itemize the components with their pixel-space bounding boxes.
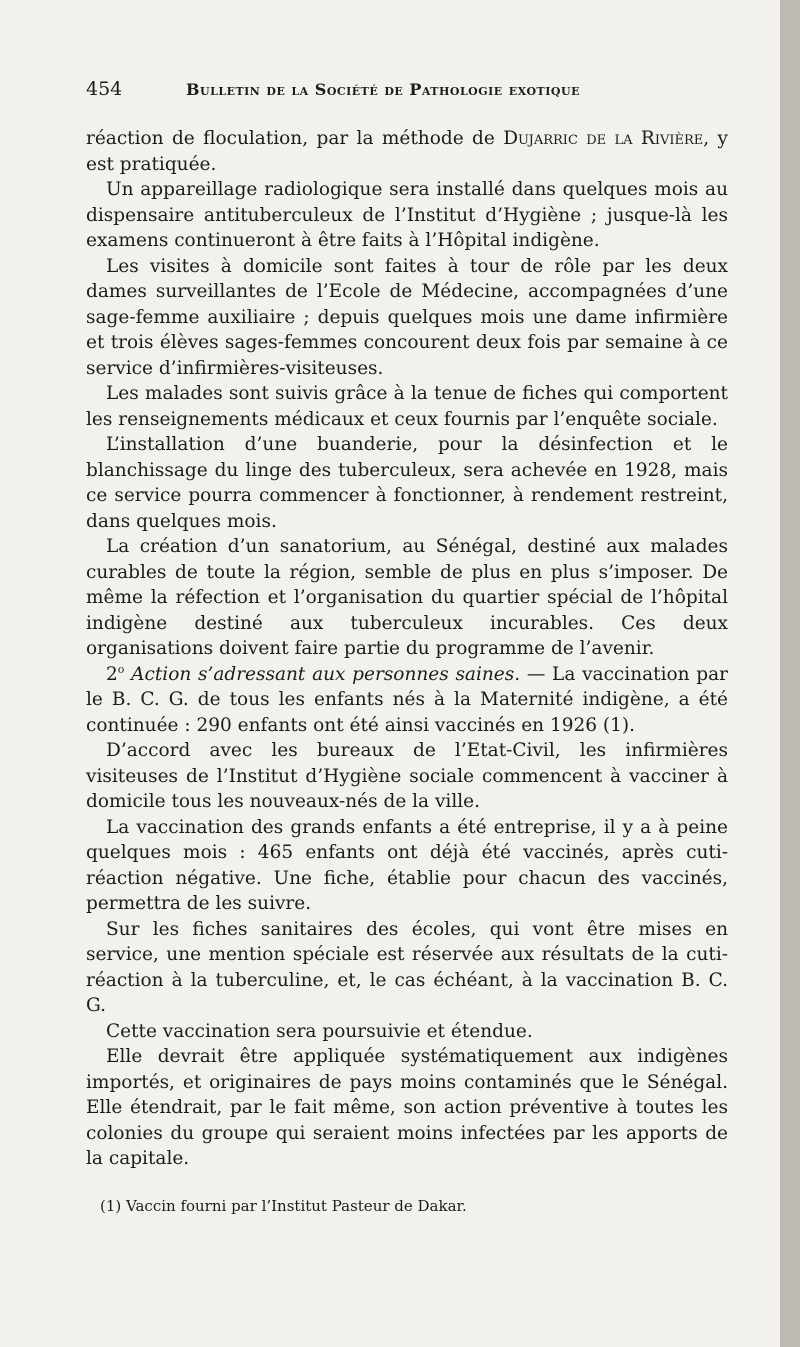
paragraph (86, 126, 728, 177)
paragraph: Cette vaccination sera poursuivie et étendue. (106, 1020, 533, 1042)
footnote: (1) Vaccin fourni par l’Institut Pasteur de Dakar. (100, 1197, 467, 1215)
paragraph: Les visites à domicile sont faites à tour de rôle par les deux dames surveillantes de l’Ecole de Médecine, accompagnées d’une sage-femme auxiliaire ; depuis quelques mois une dame infirmière et trois élèves sages-femmes concourent deux fois par semaine à ce service d’infirmières-visiteuses. (86, 255, 728, 379)
paragraph: Les malades sont suivis grâce à la tenue de fiches qui comportent les renseignements médicaux et ceux fournis par l’enquête sociale. (86, 383, 728, 430)
page-header (86, 78, 726, 106)
paragraph-text: , y est pratiquée. (86, 128, 728, 175)
paragraph-text: — La vaccination par le B. C. G. de tous les enfants nés à la Maternité indigène, a été continuée : 290 enfants ont été ainsi vaccinés en 1926 (1). (86, 663, 728, 736)
running-title: Bulletin de la Société de Pathologie exotique (186, 80, 580, 99)
body-text (86, 126, 728, 1172)
section-heading: Action s’adressant aux personnes saines. (124, 663, 521, 685)
section-number-superscript: o (117, 662, 125, 676)
author-name: Dujarric de la Rivière (503, 128, 704, 149)
paragraph: Elle devrait être appliquée systématiquement aux indigènes importés, et originaires de pays moins contaminés que le Sénégal. Elle étendrait, par le fait même, son action préventive à toutes les colonies du groupe qui seraient moins infectées par les apports de la capitale. (86, 1046, 728, 1169)
paragraph: L’installation d’une buanderie, pour la désinfection et le blanchissage du linge des tuberculeux, sera achevée en 1928, mais ce service pourra commencer à fonctionner, à rendement restreint, dans quelques mois. (86, 434, 728, 532)
paragraph: Un appareillage radiologique sera installé dans quelques mois au dispensaire antituberculeux de l’Institut d’Hygiène ; jusque-là les examens continueront à être faits à l’Hôpital indigène. (86, 179, 728, 251)
section-paragraph (86, 662, 728, 739)
page-number: 454 (86, 78, 123, 100)
section-number: 2 (106, 663, 118, 685)
page-edge (780, 0, 800, 1347)
paragraph-text: réaction de floculation, par la méthode de (86, 128, 504, 149)
paragraph: La vaccination des grands enfants a été entreprise, il y a à peine quelques mois : 465 enfants ont déjà été vaccinés, après cuti-réaction négative. Une fiche, établie pour chacun des vaccinés, permettra de les suivre. (86, 816, 728, 914)
paragraph: Sur les fiches sanitaires des écoles, qui vont être mises en service, une mention spéciale est réservée aux résultats de la cuti-réaction à la tuberculine, et, le cas échéant, à la vaccination B. C. G. (86, 918, 728, 1016)
paragraph: La création d’un sanatorium, au Sénégal, destiné aux malades curables de toute la région, semble de plus en plus s’imposer. De même la réfection et l’organisation du quartier spécial de l’hôpital indigène destiné aux tuberculeux incurables. Ces deux organisations doivent faire partie du programme de l’avenir. (86, 536, 728, 659)
paragraph: D’accord avec les bureaux de l’Etat-Civil, les infirmières visiteuses de l’Institut d’Hygiène sociale commencent à vacciner à domicile tous les nouveaux-nés de la ville. (86, 740, 728, 812)
